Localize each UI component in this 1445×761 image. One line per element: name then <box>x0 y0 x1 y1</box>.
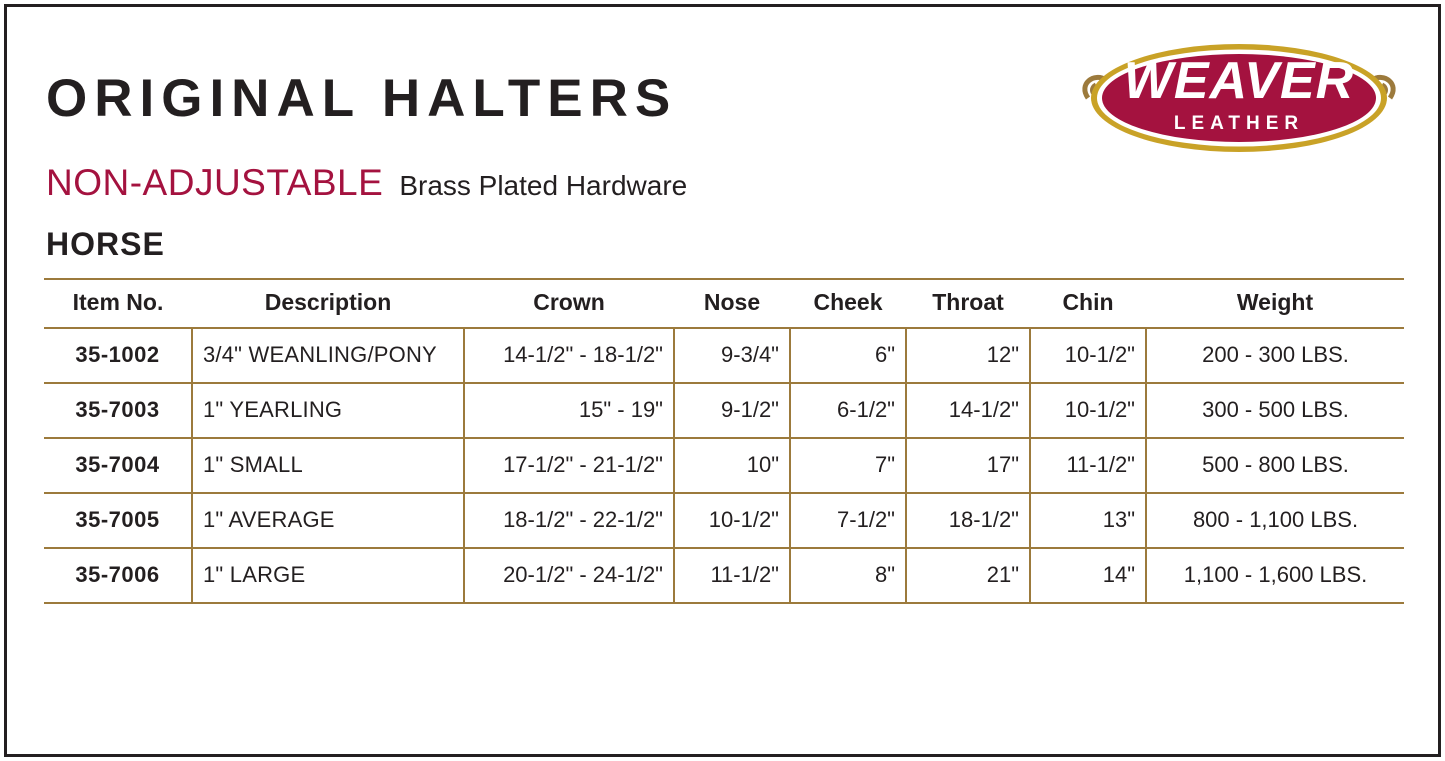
halter-size-table <box>44 278 1404 604</box>
table-row <box>44 383 1404 438</box>
cell-item-no: 35-7006 <box>44 548 192 603</box>
cell-crown: 20-1/2" - 24-1/2" <box>464 548 674 603</box>
table-header-row <box>44 279 1404 328</box>
weaver-leather-logo <box>1074 36 1404 164</box>
cell-nose: 9-3/4" <box>674 328 790 383</box>
cell-description: 1" YEARLING <box>192 383 464 438</box>
cell-cheek: 7-1/2" <box>790 493 906 548</box>
section-title: HORSE <box>46 226 165 262</box>
cell-chin: 14" <box>1030 548 1146 603</box>
cell-description: 1" AVERAGE <box>192 493 464 548</box>
table-row <box>44 493 1404 548</box>
table-row <box>44 438 1404 493</box>
cell-cheek: 6-1/2" <box>790 383 906 438</box>
cell-crown: 18-1/2" - 22-1/2" <box>464 493 674 548</box>
cell-chin: 11-1/2" <box>1030 438 1146 493</box>
cell-description: 3/4" WEANLING/PONY <box>192 328 464 383</box>
cell-cheek: 6" <box>790 328 906 383</box>
cell-cheek: 8" <box>790 548 906 603</box>
cell-weight: 800 - 1,100 LBS. <box>1146 493 1404 548</box>
svg-text:LEATHER: LEATHER <box>1173 113 1305 134</box>
subtitle-note: Brass Plated Hardware <box>399 170 688 201</box>
column-header-item-no: Item No. <box>44 279 192 328</box>
cell-throat: 18-1/2" <box>906 493 1030 548</box>
cell-item-no: 35-1002 <box>44 328 192 383</box>
cell-description: 1" SMALL <box>192 438 464 493</box>
column-header-throat: Throat <box>906 279 1030 328</box>
cell-weight: 500 - 800 LBS. <box>1146 438 1404 493</box>
cell-chin: 13" <box>1030 493 1146 548</box>
column-header-nose: Nose <box>674 279 790 328</box>
cell-nose: 11-1/2" <box>674 548 790 603</box>
cell-nose: 9-1/2" <box>674 383 790 438</box>
cell-item-no: 35-7005 <box>44 493 192 548</box>
cell-chin: 10-1/2" <box>1030 328 1146 383</box>
cell-weight: 300 - 500 LBS. <box>1146 383 1404 438</box>
cell-throat: 17" <box>906 438 1030 493</box>
column-header-description: Description <box>192 279 464 328</box>
cell-nose: 10-1/2" <box>674 493 790 548</box>
subtitle-row <box>46 162 687 204</box>
svg-text:WEAVER: WEAVER <box>1123 52 1355 110</box>
page-content <box>44 30 1404 630</box>
cell-weight: 1,100 - 1,600 LBS. <box>1146 548 1404 603</box>
cell-nose: 10" <box>674 438 790 493</box>
table-row <box>44 328 1404 383</box>
cell-throat: 14-1/2" <box>906 383 1030 438</box>
column-header-weight: Weight <box>1146 279 1404 328</box>
column-header-chin: Chin <box>1030 279 1146 328</box>
column-header-crown: Crown <box>464 279 674 328</box>
cell-item-no: 35-7003 <box>44 383 192 438</box>
subtitle: NON-ADJUSTABLE <box>46 162 384 203</box>
cell-cheek: 7" <box>790 438 906 493</box>
cell-throat: 12" <box>906 328 1030 383</box>
table-row <box>44 548 1404 603</box>
cell-chin: 10-1/2" <box>1030 383 1146 438</box>
cell-throat: 21" <box>906 548 1030 603</box>
cell-description: 1" LARGE <box>192 548 464 603</box>
column-header-cheek: Cheek <box>790 279 906 328</box>
cell-crown: 14-1/2" - 18-1/2" <box>464 328 674 383</box>
cell-crown: 15" - 19" <box>464 383 674 438</box>
cell-item-no: 35-7004 <box>44 438 192 493</box>
cell-crown: 17-1/2" - 21-1/2" <box>464 438 674 493</box>
page-title: ORIGINAL HALTERS <box>46 69 678 128</box>
cell-weight: 200 - 300 LBS. <box>1146 328 1404 383</box>
